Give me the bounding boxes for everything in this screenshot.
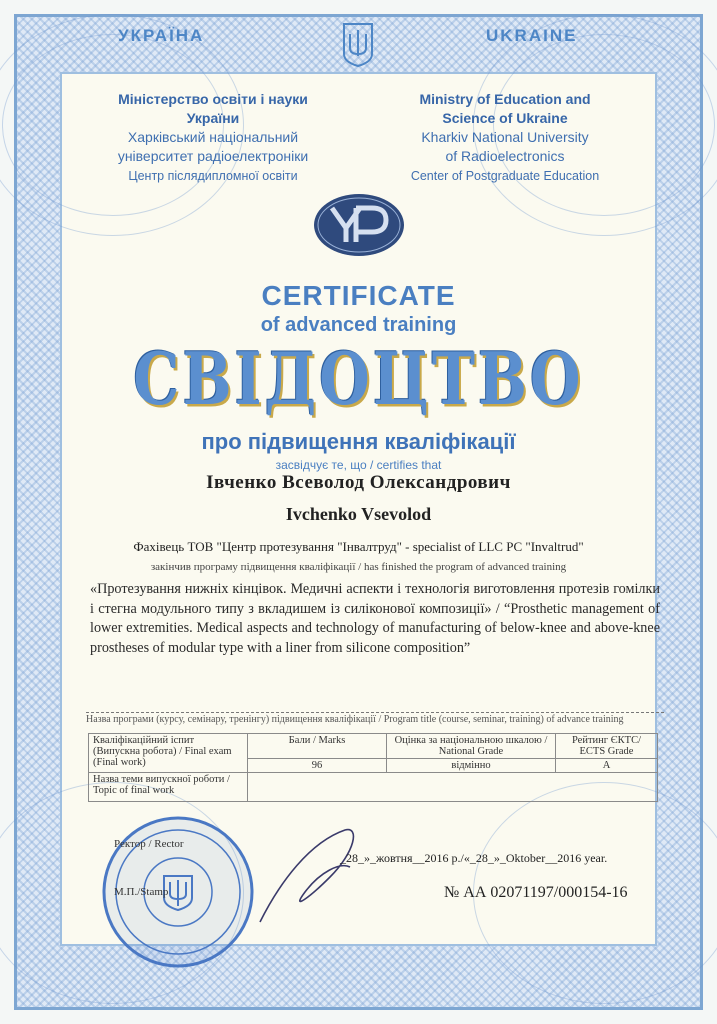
marks-value: 96: [248, 759, 387, 773]
country-label-en: UKRAINE: [486, 26, 578, 45]
recipient-name-en: Ivchenko Vsevolod: [285, 504, 432, 524]
ects-grade-value: A: [556, 759, 658, 773]
country-label-ua: УКРАЇНА: [118, 26, 205, 45]
ministry-ua-line2: України: [186, 110, 240, 126]
certificate-title-ua: СВІДОЦТВО: [133, 336, 584, 422]
specialist-line: Фахівець ТОВ "Центр протезування "Інвалтруд" - specialist of LLC PC "Invaltrud": [133, 539, 584, 554]
table-row: [89, 773, 658, 802]
serial-number: № АА 02071197/000154-16: [444, 884, 628, 901]
program-title-label: Назва програми (курсу, семінару, тренінгу) підвищення кваліфікації / Program title (course, seminar, training) of advance training: [86, 712, 664, 725]
postgraduate-center-logo: [312, 192, 406, 258]
recipient-name-ua: Івченко Всеволод Олександрович: [206, 472, 511, 493]
table-row: [89, 734, 658, 759]
certificate-subtitle-en: of advanced training: [260, 314, 457, 336]
national-grade-value: відмінно: [387, 759, 556, 773]
university-ua-line1: Харківський національний: [127, 129, 299, 145]
university-en-line1: Kharkiv National University: [421, 129, 589, 145]
ministry-ua-line1: Міністерство освіти і науки: [118, 91, 308, 107]
certificate-title-en: CERTIFICATE: [261, 280, 456, 311]
ministry-en-line2: Science of Ukraine: [442, 110, 568, 126]
rector-signature-icon: [250, 822, 370, 932]
stamp-label: М.П./Stamp: [114, 886, 169, 898]
rector-label: Ректор / Rector: [114, 838, 184, 850]
issue-date: _28_»_жовтня__2016 р./«_28_»_Oktober__2016 year.: [340, 851, 608, 865]
finished-program-line: закінчив програму підвищення кваліфікації / has finished the program of advanced training: [150, 561, 567, 573]
ects-grade-header: Рейтинг ЄКТС/ ECTS Grade: [556, 734, 658, 759]
header-ua: [88, 90, 338, 186]
topic-label-cell: Назва теми випускної роботи / Topic of final work: [89, 773, 248, 802]
ministry-en-line1: Ministry of Education and: [419, 91, 591, 107]
university-ua-line2: університет радіоелектроніки: [117, 148, 309, 164]
trident-emblem-icon: [340, 20, 376, 68]
header-en: [380, 90, 630, 186]
national-grade-header: Оцінка за національною шкалою / National Grade: [387, 734, 556, 759]
topic-value-cell: [248, 773, 658, 802]
program-title: «Протезування нижніх кінцівок. Медичні аспекти і технологія виготовлення протезів гомілки і стегна модульного типу з вкладишем із силіконової композиції» / “Prosthetic management of lower extremities. Medical aspects and technology of manufacturing of below-knee and above-knee prostheses of modular type with a liner from silicone composition”: [90, 581, 660, 656]
exam-label-cell: Кваліфікаційний іспит (Випускна робота) / Final exam (Final work): [89, 734, 248, 773]
marks-header: Бали / Marks: [248, 734, 387, 759]
certifies-label: засвідчує те, що / certifies that: [275, 458, 442, 472]
university-en-line2: of Radioelectronics: [445, 148, 565, 164]
center-ua: Центр післядипломної освіти: [128, 169, 298, 183]
center-en: Center of Postgraduate Education: [410, 169, 600, 183]
grades-table: [88, 733, 658, 802]
certificate-subtitle-ua: про підвищення кваліфікації: [201, 429, 516, 454]
